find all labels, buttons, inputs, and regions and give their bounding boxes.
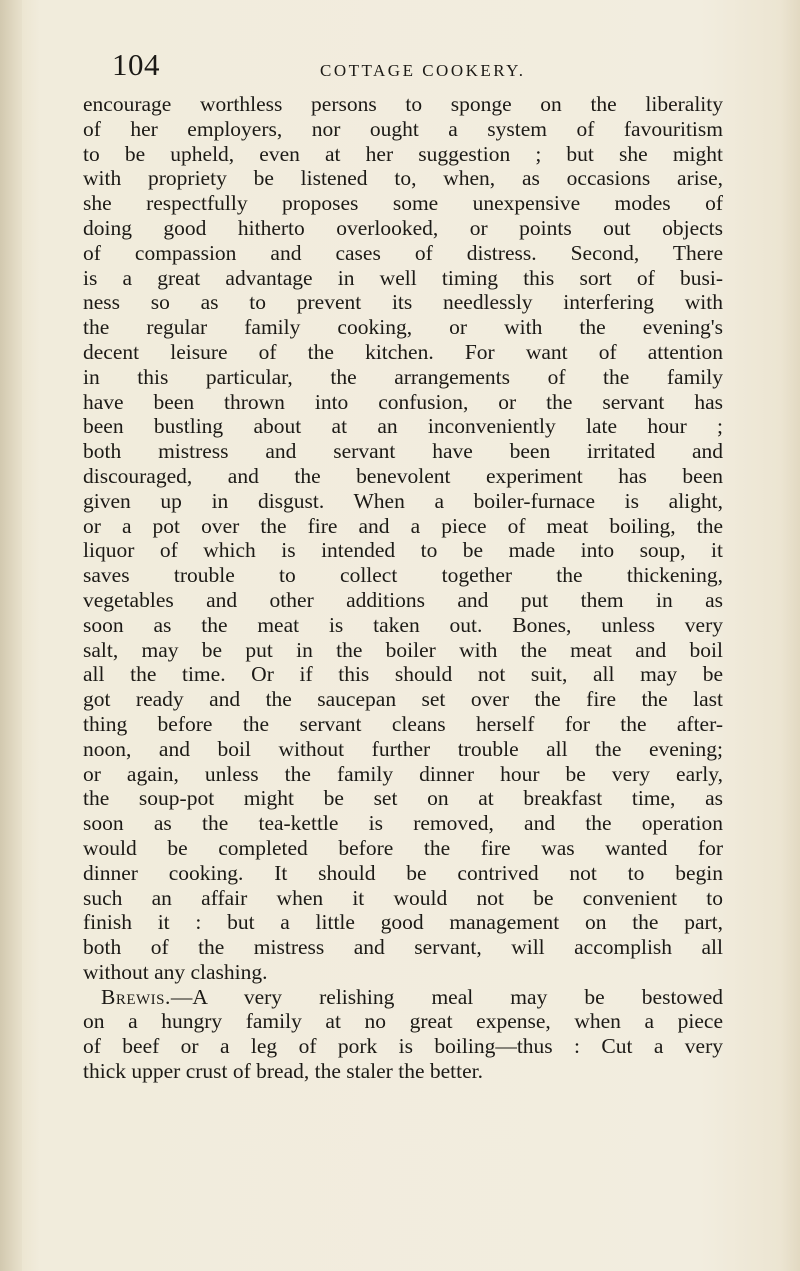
text-line: all the time. Or if this should not suit, all may be bbox=[83, 662, 723, 687]
brewis-first-line-text: —A very relishing meal may be bestowed bbox=[170, 984, 723, 1009]
text-line: or again, unless the family dinner hour be very early, bbox=[83, 761, 723, 786]
text-line: of beef or a leg of pork is boiling—thus : Cut a very bbox=[83, 1034, 723, 1059]
text-line: is a great advantage in well timing this sort of busi- bbox=[83, 265, 723, 290]
text-line: been bustling about at an inconveniently late hour ; bbox=[83, 414, 723, 439]
page-gutter-shadow bbox=[0, 0, 22, 1271]
text-line: in this particular, the arrangements of the family bbox=[83, 364, 723, 389]
text-line: doing good hitherto overlooked, or points out objects bbox=[83, 215, 723, 240]
text-line: got ready and the saucepan set over the fire the last bbox=[83, 687, 723, 712]
body-text bbox=[83, 92, 723, 1084]
text-line: noon, and boil without further trouble all the evening; bbox=[83, 736, 723, 761]
text-line: discouraged, and the benevolent experiment has been bbox=[83, 463, 723, 488]
text-line: soon as the tea-kettle is removed, and the operation bbox=[83, 811, 723, 836]
text-line: or a pot over the fire and a piece of meat boiling, the bbox=[83, 513, 723, 538]
text-line: ness so as to prevent its needlessly interfering with bbox=[83, 290, 723, 315]
brewis-heading: Brewis. bbox=[101, 984, 171, 1009]
text-line: with propriety be listened to, when, as occasions arise, bbox=[83, 166, 723, 191]
brewis-first-line bbox=[83, 985, 723, 1010]
text-line: decent leisure of the kitchen. For want of attention bbox=[83, 339, 723, 364]
text-line: the regular family cooking, or with the evening's bbox=[83, 315, 723, 340]
text-line: saves trouble to collect together the thickening, bbox=[83, 563, 723, 588]
text-line: soon as the meat is taken out. Bones, unless very bbox=[83, 612, 723, 637]
text-line: finish it : but a little good management on the part, bbox=[83, 910, 723, 935]
text-line: such an affair when it would not be convenient to bbox=[83, 885, 723, 910]
text-line: the soup-pot might be set on at breakfast time, as bbox=[83, 786, 723, 811]
text-line: encourage worthless persons to sponge on the liberality bbox=[83, 92, 723, 116]
text-line: vegetables and other additions and put them in as bbox=[83, 587, 723, 612]
text-line: liquor of which is intended to be made into soup, it bbox=[83, 538, 723, 563]
text-line: have been thrown into confusion, or the servant has bbox=[83, 389, 723, 414]
text-line: both of the mistress and servant, will accomplish all bbox=[83, 935, 723, 960]
text-line: to be upheld, even at her suggestion ; but she might bbox=[83, 141, 723, 166]
page-header bbox=[112, 44, 712, 88]
text-line: she respectfully proposes some unexpensive modes of bbox=[83, 191, 723, 216]
text-line: would be completed before the fire was wanted for bbox=[83, 835, 723, 860]
text-line: on a hungry family at no great expense, when a piece bbox=[83, 1009, 723, 1034]
text-line: thing before the servant cleans herself for the after- bbox=[83, 711, 723, 736]
running-head: COTTAGE COOKERY. bbox=[320, 61, 526, 80]
text-line: of compassion and cases of distress. Second, There bbox=[83, 240, 723, 265]
text-line: salt, may be put in the boiler with the meat and boil bbox=[83, 637, 723, 662]
text-line: thick upper crust of bread, the staler the better. bbox=[83, 1059, 483, 1084]
text-line: both mistress and servant have been irritated and bbox=[83, 439, 723, 464]
text-line: dinner cooking. It should be contrived not to begin bbox=[83, 860, 723, 885]
page-number: 104 bbox=[112, 47, 160, 82]
text-line: of her employers, nor ought a system of favouritism bbox=[83, 116, 723, 141]
text-line: given up in disgust. When a boiler-furnace is alight, bbox=[83, 488, 723, 513]
text-line-paragraph-end: without any clashing. bbox=[83, 959, 268, 984]
